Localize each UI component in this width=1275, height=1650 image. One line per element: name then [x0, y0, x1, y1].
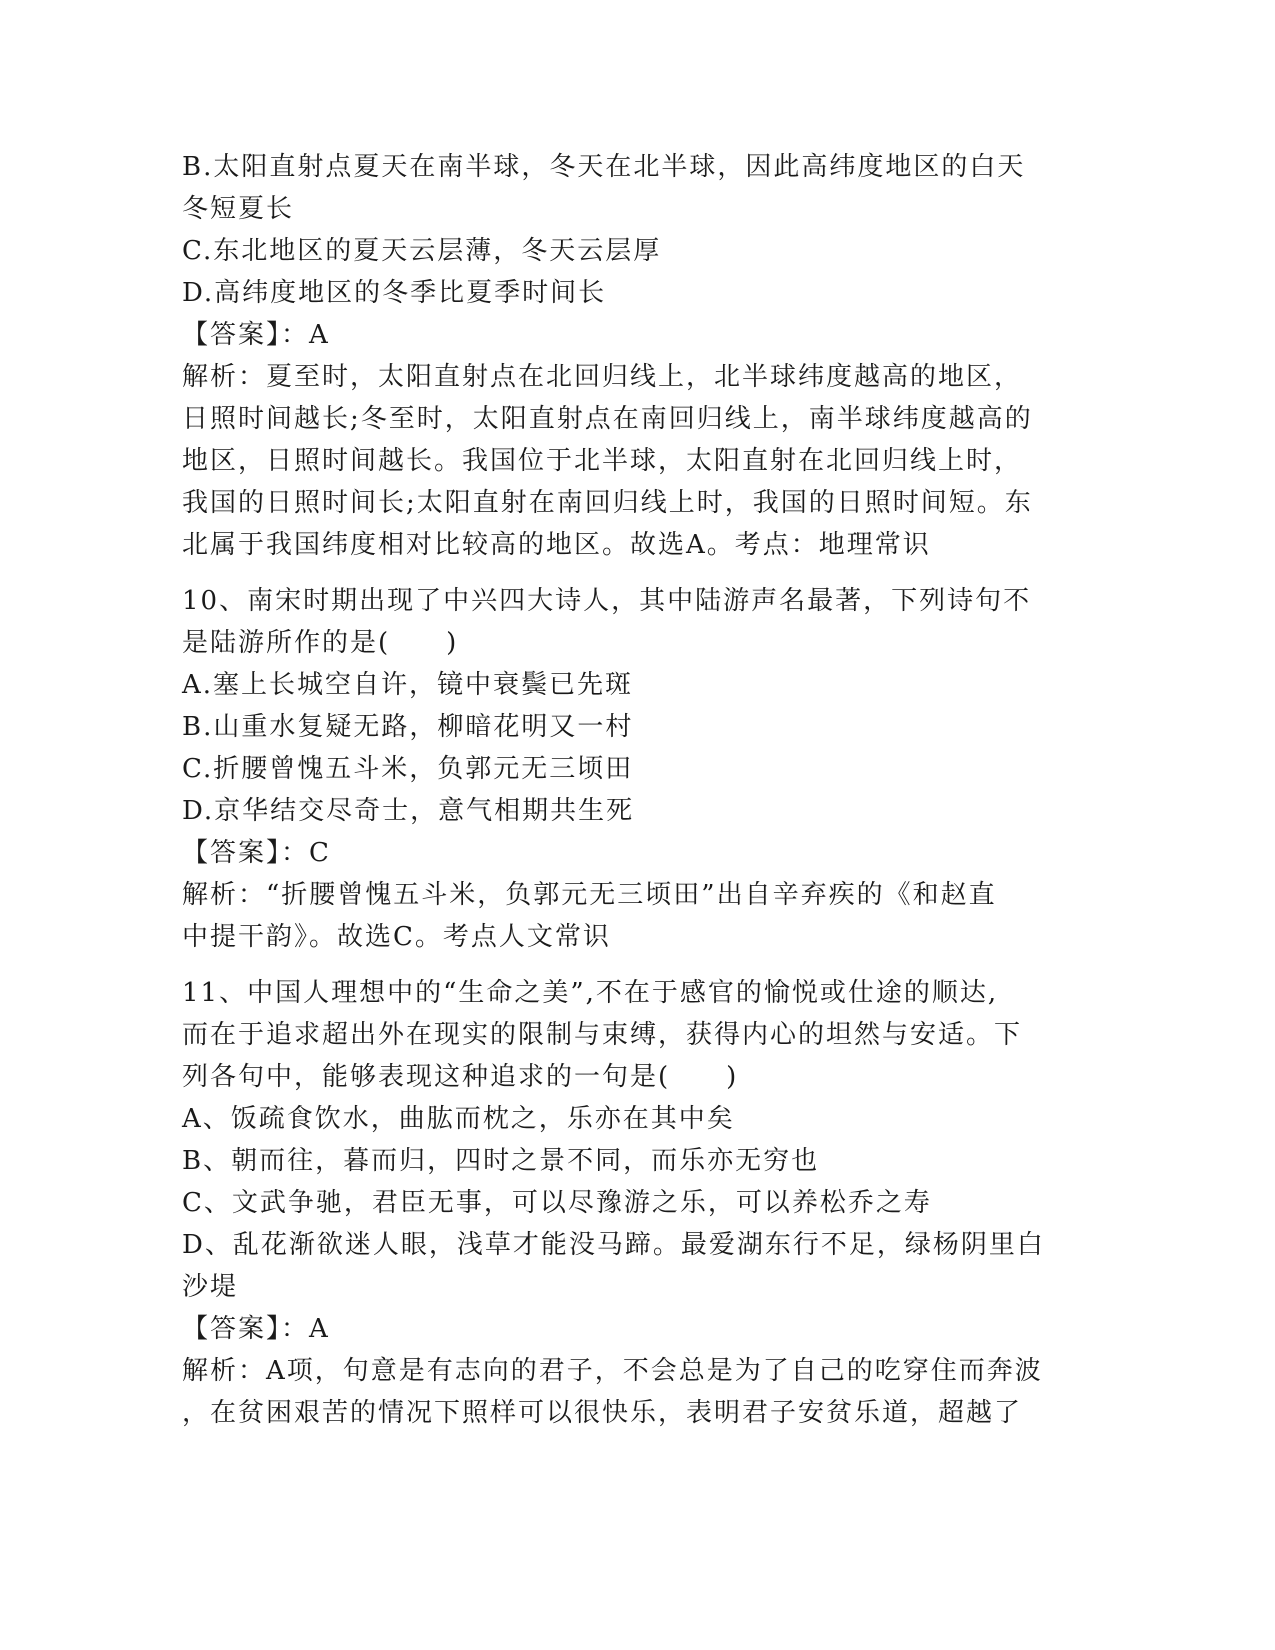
section-gap — [182, 958, 1082, 972]
analysis-line: 中提干韵》。故选C。考点人文常识 — [182, 922, 611, 952]
option-c: C.折腰曾愧五斗米，负郭元无三顷田 — [182, 754, 634, 784]
question-stem-line: 列各句中，能够表现这种追求的一句是( ) — [182, 1062, 739, 1092]
option-d-line-2: 沙堤 — [182, 1272, 239, 1302]
question-10 — [182, 580, 1082, 958]
option-d-line-1: D、乱花渐欲迷人眼，浅草才能没马蹄。最爱湖东行不足，绿杨阴里白 — [182, 1230, 1045, 1260]
option-c: C、文武争驰，君臣无事，可以尽豫游之乐，可以养松乔之寿 — [182, 1188, 932, 1218]
analysis-line: 地区，日照时间越长。我国位于北半球，太阳直射在北回归线上时， — [182, 446, 1023, 476]
option-d: D.京华结交尽奇士，意气相期共生死 — [182, 796, 635, 826]
question-11 — [182, 972, 1082, 1434]
section-gap — [182, 566, 1082, 580]
question-9-tail — [182, 146, 1082, 566]
option-b: B、朝而往，暮而归，四时之景不同，而乐亦无穷也 — [182, 1146, 820, 1176]
option-b-line-2: 冬短夏长 — [182, 194, 295, 224]
answer-line: 【答案】：A — [182, 320, 330, 350]
option-c: C.东北地区的夏天云层薄，冬天云层厚 — [182, 236, 662, 266]
analysis-line: 解析：夏至时，太阳直射点在北回归线上，北半球纬度越高的地区， — [182, 362, 1023, 392]
analysis-line: 日照时间越长;冬至时，太阳直射点在南回归线上，南半球纬度越高的 — [182, 404, 1033, 434]
answer-line: 【答案】：C — [182, 838, 331, 868]
analysis-line: 我国的日照时间长;太阳直射在南回归线上时，我国的日照时间短。东 — [182, 488, 1033, 518]
option-d: D.高纬度地区的冬季比夏季时间长 — [182, 278, 607, 308]
document-page — [182, 146, 1082, 1434]
question-stem-line-2: 是陆游所作的是( ) — [182, 628, 459, 658]
answer-line: 【答案】：A — [182, 1314, 330, 1344]
analysis-line: 解析：A项，句意是有志向的君子，不会总是为了自己的吃穿住而奔波 — [182, 1356, 1043, 1386]
analysis-line: 解析：“折腰曾愧五斗米，负郭元无三顷田”出自辛弃疾的《和赵直 — [182, 880, 997, 910]
option-b: B.山重水复疑无路，柳暗花明又一村 — [182, 712, 634, 742]
analysis-line: 北属于我国纬度相对比较高的地区。故选A。考点：地理常识 — [182, 530, 931, 560]
option-b-line-1: B.太阳直射点夏天在南半球，冬天在北半球，因此高纬度地区的白天 — [182, 152, 1026, 182]
option-a: A、饭疏食饮水，曲肱而枕之，乐亦在其中矣 — [182, 1104, 735, 1134]
question-stem-line-1: 10、南宋时期出现了中兴四大诗人，其中陆游声名最著，下列诗句不 — [182, 586, 1032, 616]
analysis-line: ，在贫困艰苦的情况下照样可以很快乐，表明君子安贫乐道，超越了 — [182, 1398, 1023, 1428]
question-stem-line: 11、中国人理想中的“生命之美”,不在于感官的愉悦或仕途的顺达, — [182, 978, 999, 1008]
question-stem-line: 而在于追求超出外在现实的限制与束缚，获得内心的坦然与安适。下 — [182, 1020, 1023, 1050]
option-a: A.塞上长城空自许，镜中衰鬓已先斑 — [182, 670, 634, 700]
